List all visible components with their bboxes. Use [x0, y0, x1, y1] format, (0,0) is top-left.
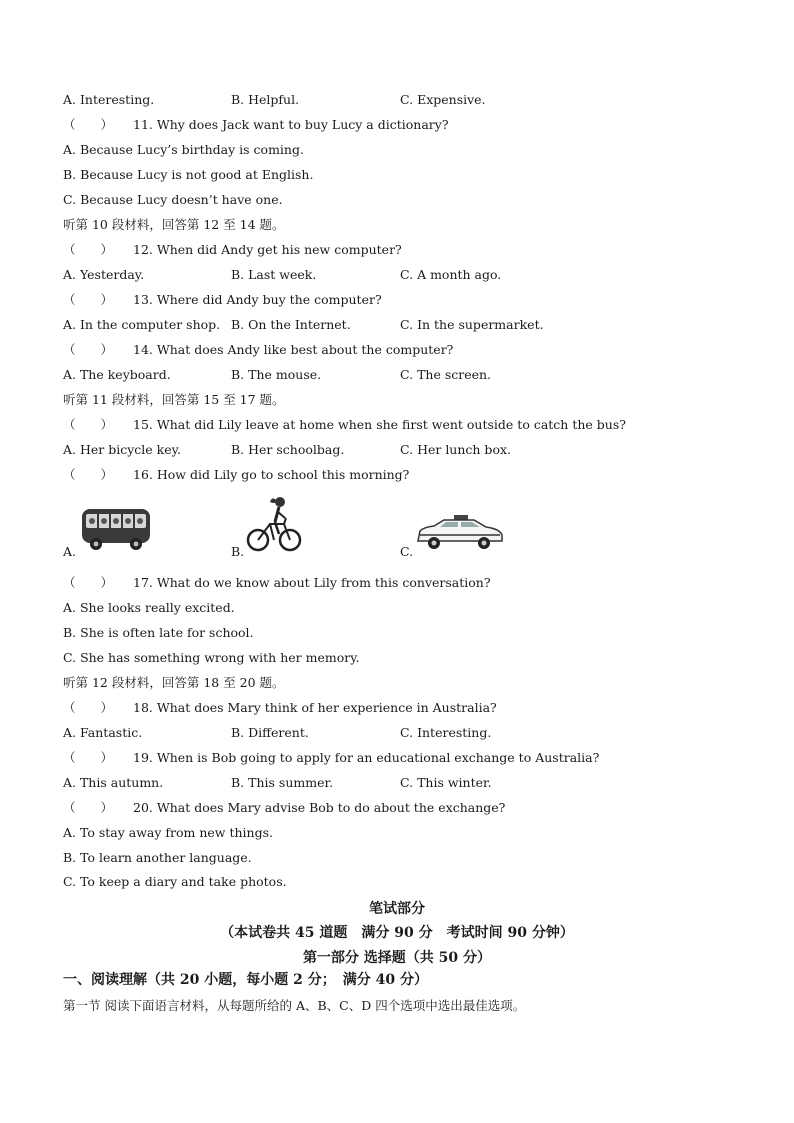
q19-option-b: B. This summer. — [231, 775, 334, 790]
question-16: （ ） 16. How did Lily go to school this morning? — [63, 467, 410, 482]
question-12: （ ） 12. When did Andy get his new computer? — [63, 242, 402, 257]
q14-option-a: A. The keyboard. — [63, 367, 171, 382]
q13-option-a: A. In the computer shop. — [63, 317, 221, 332]
q18-option-c: C. Interesting. — [400, 725, 492, 740]
question-13: （ ） 13. Where did Andy buy the computer? — [63, 292, 382, 307]
question-18: （ ） 18. What does Mary think of her experience in Australia? — [63, 700, 497, 715]
q10-option-a: A. Interesting. — [63, 92, 155, 107]
question-19: （ ） 19. When is Bob going to apply for an educational exchange to Australia? — [63, 750, 600, 765]
q14-option-c: C. The screen. — [400, 367, 492, 382]
question-17: （ ） 17. What do we know about Lily from this conversation? — [63, 575, 491, 590]
section-11-heading: 听第 11 段材料，回答第 15 至 17 题。 — [63, 392, 285, 407]
q10-option-c: C. Expensive. — [400, 92, 486, 107]
q13-option-b: B. On the Internet. — [231, 317, 351, 332]
q16-option-b-label: B. — [231, 544, 245, 559]
question-14: （ ） 14. What does Andy like best about the computer? — [63, 342, 454, 357]
q16-option-c-label: C. — [400, 544, 414, 559]
q19-option-a: A. This autumn. — [63, 775, 164, 790]
q13-option-c: C. In the supermarket. — [400, 317, 544, 332]
written-section-subtitle: （本试卷共 45 道题 满分 90 分 考试时间 90 分钟） — [220, 925, 574, 941]
q15-option-c: C. Her lunch box. — [400, 442, 511, 457]
q12-option-b: B. Last week. — [231, 267, 317, 282]
q14-option-b: B. The mouse. — [231, 367, 322, 382]
section-10-heading: 听第 10 段材料，回答第 12 至 14 题。 — [63, 217, 285, 232]
q11-option-a: A. Because Lucy’s birthday is coming. — [63, 142, 304, 157]
q11-option-c: C. Because Lucy doesn’t have one. — [63, 192, 283, 207]
q20-option-a: A. To stay away from new things. — [63, 825, 273, 840]
section-12-heading: 听第 12 段材料，回答第 18 至 20 题。 — [63, 675, 285, 690]
q15-option-a: A. Her bicycle key. — [63, 442, 181, 457]
q10-option-b: B. Helpful. — [231, 92, 300, 107]
q18-option-b: B. Different. — [231, 725, 309, 740]
bus-icon — [80, 503, 154, 551]
q20-option-c: C. To keep a diary and take photos. — [63, 874, 287, 889]
section-one-instruction: 第一节 阅读下面语言材料，从每题所给的 A、B、C、D 四个选项中选出最佳选项。 — [63, 998, 526, 1013]
bicycle-icon — [246, 494, 302, 554]
q16-option-a-label: A. — [63, 544, 77, 559]
q17-option-c: C. She has something wrong with her memory. — [63, 650, 360, 665]
reading-comprehension-title: 一、阅读理解（共 20 小题，每小题 2 分； 满分 40 分） — [63, 972, 428, 988]
part-one-title: 第一部分 选择题（共 50 分） — [302, 950, 492, 966]
question-20: （ ） 20. What does Mary advise Bob to do about the exchange? — [63, 800, 506, 815]
car-icon — [414, 511, 506, 553]
question-11: （ ） 11. Why does Jack want to buy Lucy a dictionary? — [63, 117, 449, 132]
q15-option-b: B. Her schoolbag. — [231, 442, 345, 457]
q19-option-c: C. This winter. — [400, 775, 492, 790]
q12-option-a: A. Yesterday. — [63, 267, 145, 282]
q20-option-b: B. To learn another language. — [63, 850, 252, 865]
q17-option-b: B. She is often late for school. — [63, 625, 254, 640]
question-15: （ ） 15. What did Lily leave at home when she first went outside to catch the bus? — [63, 417, 626, 432]
q11-option-b: B. Because Lucy is not good at English. — [63, 167, 314, 182]
q17-option-a: A. She looks really excited. — [63, 600, 235, 615]
written-section-title: 笔试部分 — [369, 901, 425, 917]
q18-option-a: A. Fantastic. — [63, 725, 143, 740]
q12-option-c: C. A month ago. — [400, 267, 502, 282]
